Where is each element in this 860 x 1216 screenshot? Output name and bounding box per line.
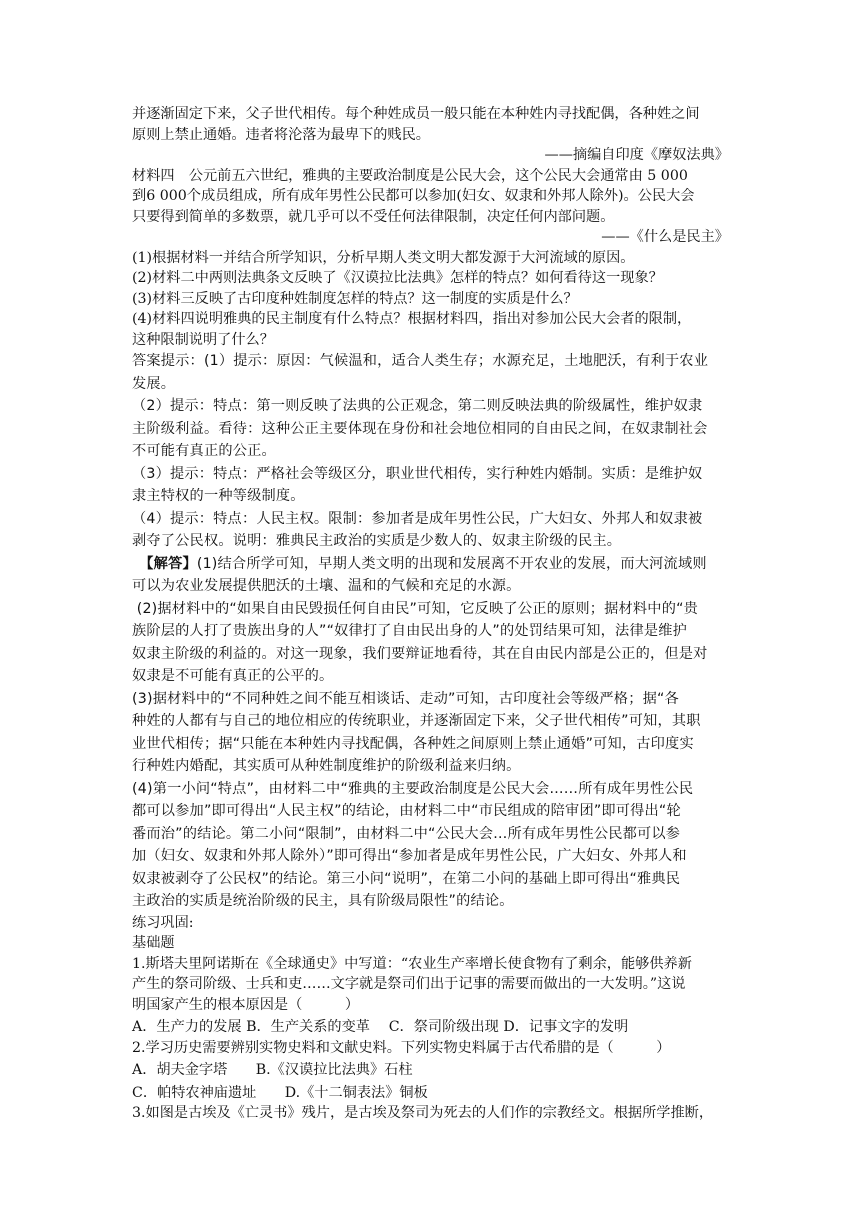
analysis-line: 主政治的实质是统治阶级的民主，具有阶级局限性”的结论。 — [132, 893, 514, 909]
analysis-line: (4)第一小问“特点”，由材料二中“雅典的主要政治制度是公民大会……所有成年男性公民 — [132, 780, 694, 797]
analysis-line: 族阶层的人打了贵族出身的人”“奴律打了自由民出身的人”的处罚结果可知，法律是维护 — [132, 623, 687, 639]
hint-line: 隶主特权的一种等级制度。 — [132, 488, 305, 504]
analysis — [132, 553, 729, 913]
material-3-tail — [132, 104, 729, 166]
material-3-source: ——摘编自印度《摩奴法典》 — [544, 147, 729, 163]
hint-line: （3）提示：特点：严格社会等级区分，职业世代相传，实行种姓内婚制。实质：是维护奴 — [132, 465, 703, 482]
analysis-line: 业世代相传；据“只能在本种姓内寻找配偶，各种姓之间原则上禁止通婚”可知，古印度实 — [132, 735, 694, 752]
question-1-line: 明国家产生的根本原因是（ ） — [132, 996, 360, 1013]
answer-hints — [132, 350, 729, 553]
practice-level: 基础题 — [132, 935, 175, 951]
analysis-text: (1)结合所学可知，早期人类文明的出现和发展离不开农业的发展，而大河流域则 — [196, 555, 707, 572]
questions — [132, 248, 729, 351]
hint-line: 剥夺了公民权。说明：雅典民主政治的实质是少数人的、奴隶主阶级的民主。 — [132, 533, 622, 549]
hint-line: 主阶级利益。看待：这种公正主要体现在身份和社会地位相同的自由民之间，在奴隶制社会 — [132, 420, 708, 437]
text-line: 到6 000个成员组成，所有成年男性公民都可以参加(妇女、奴隶和外邦人除外)。公民大会 — [132, 188, 695, 204]
question-3: 3.如图是古埃及《亡灵书》残片，是古埃及祭司为死去的人们作的宗教经文。根据所学推断， — [132, 1105, 714, 1121]
document-page — [132, 104, 729, 1124]
analysis-first-line — [132, 553, 729, 576]
text-line: 并逐渐固定下来，父子世代相传。每个种姓成员一般只能在本种姓内寻找配偶，各种姓之间 — [132, 106, 700, 122]
analysis-line: (3)据材料中的“不同种姓之间不能互相谈话、走动”可知，古印度社会等级严格；据“各 — [132, 690, 679, 707]
text-line: 原则上禁止通婚。违者将沦落为最卑下的贱民。 — [132, 126, 430, 143]
analysis-line: 番而治”的结论。第二小问“限制”，由材料二中“公民大会…所有成年男性公民都可以参 — [132, 825, 681, 842]
text-line: 材料四 公元前五六世纪，雅典的主要政治制度是公民大会，这个公民大会通常由 5 000 — [132, 167, 688, 184]
analysis-line: 都可以参加”即可得出“人民主权”的结论，由材料二中“市民组成的陪审团”即可得出“轮 — [132, 803, 681, 819]
question-line: (1)根据材料一并结合所学知识，分析早期人类文明大都发源于大河流域的原因。 — [132, 249, 635, 266]
question-line: 这种限制说明了什么？ — [132, 331, 274, 348]
question-2: 2.学习历史需要辨别实物史料和文献史料。下列实物史料属于古代希腊的是（ ） — [132, 1039, 671, 1056]
question-line: (2)材料二中两则法典条文反映了《汉谟拉比法典》怎样的特点？如何看待这一现象？ — [132, 270, 663, 286]
analysis-line: 可以为农业发展提供肥沃的土壤、温和的气候和充足的水源。 — [132, 578, 521, 594]
practice-heading: 练习巩固: — [132, 914, 194, 931]
hint-line: （2）提示：特点：第一则反映了法典的公正观念，第二则反映法典的阶级属性，维护奴隶 — [132, 398, 703, 414]
question-1-options: A．生产力的发展 B．生产关系的变革 C．祭司阶级出现 D．记事文字的发明 — [132, 1019, 629, 1035]
question-2-options: A．胡夫金字塔 B.《汉谟拉比法典》石柱 — [132, 1062, 413, 1078]
question-1-line: 产生的祭司阶级、士兵和吏……文字就是祭司们出于记事的需要而做出的一大发明。”这说 — [132, 976, 686, 992]
question-line: (4)材料四说明雅典的民主制度有什么特点？根据材料四，指出对参加公民大会者的限制， — [132, 311, 692, 327]
question-line: (3)材料三反映了古印度种姓制度怎样的特点？这一制度的实质是什么？ — [132, 290, 578, 307]
practice-section — [132, 913, 729, 1124]
analysis-line: 奴隶主阶级的利益的。对这一现象，我们要辩证地看待，其在自由民内部是公正的，但是对 — [132, 645, 708, 662]
analysis-line: 行种姓内婚配，其实质可从种姓制度维护的阶级利益来归纳。 — [132, 758, 521, 774]
hint-line: 答案提示：(1）提示：原因：气候温和，适合人类生存；水源充足，土地肥沃，有利于农业 — [132, 353, 709, 369]
analysis-label: 【解答】 — [146, 555, 197, 572]
material-4-source: ——《什么是民主》 — [601, 229, 729, 245]
hint-line: （4）提示：特点：人民主权。限制：参加者是成年男性公民，广大妇女、外邦人和奴隶被 — [132, 510, 703, 527]
question-1-line: 1.斯塔夫里阿诺斯在《全球通史》中写道：“农业生产率增长使食物有了剩余，能够供养新 — [132, 955, 692, 972]
analysis-line: 奴隶是不可能有真正的公平的。 — [132, 668, 334, 684]
text-line: 只要得到简单的多数票，就几乎可以不受任何法律限制，决定任何内部问题。 — [132, 208, 615, 225]
analysis-line: (2)据材料中的“如果自由民毁损任何自由民”可知，它反映了公正的原则；据材料中的“贵 — [132, 600, 699, 617]
analysis-line: 种姓的人都有与自己的地位相应的传统职业，并逐渐固定下来，父子世代相传”可知，其职 — [132, 713, 701, 729]
hint-line: 发展。 — [132, 375, 176, 392]
question-2-options: C．帕特农神庙遗址 D.《十二铜表法》铜板 — [132, 1084, 428, 1101]
material-4 — [132, 166, 729, 248]
analysis-line: 奴隶被剥夺了公民权”的结论。第三小问“说明”，在第二小问的基础上即可得出“雅典民 — [132, 870, 681, 887]
analysis-line: 加（妇女、奴隶和外邦人除外）”即可得出“参加者是成年男性公民，广大妇女、外邦人和 — [132, 848, 687, 864]
hint-line: 不可能有真正的公正。 — [132, 443, 276, 459]
